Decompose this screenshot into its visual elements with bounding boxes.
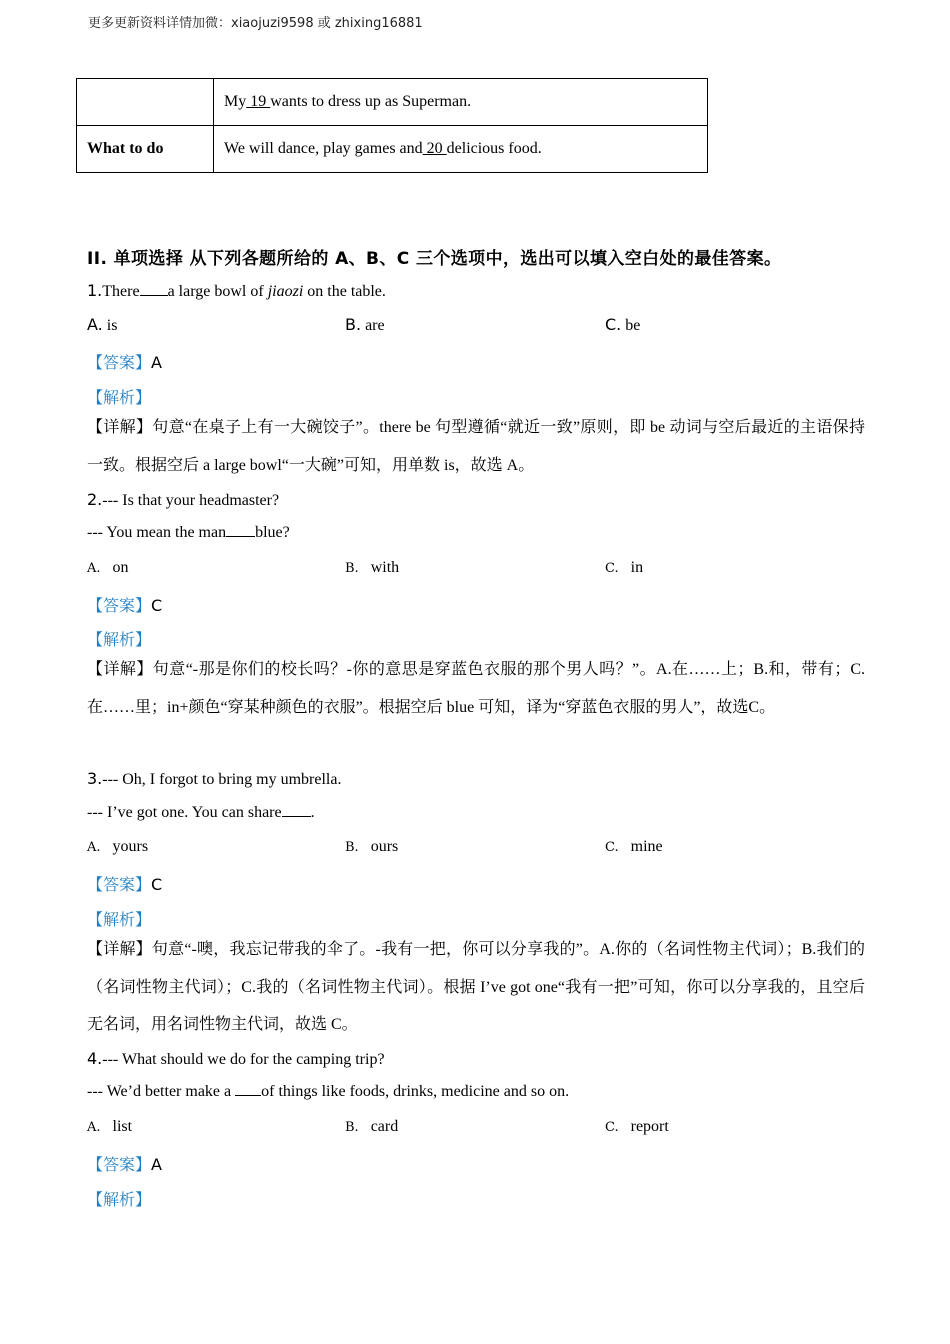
option-letter: C.: [605, 561, 619, 576]
question-2-line2: [87, 524, 290, 542]
answer-blank: [140, 283, 168, 296]
option-b: [345, 315, 385, 335]
option-c: [605, 838, 663, 856]
option-text: are: [365, 317, 385, 334]
option-text: report: [630, 1118, 669, 1135]
detail-paragraph: 【详解】句意“在桌子上有一大碗饺子”。there be 句型遵循“就近一致”原则，即 be 动词与空后最近的主语保持一致。根据空后 a large bowl“一大碗”可知，用单数 is，故选 A。: [87, 419, 865, 474]
question-text: on the table.: [303, 283, 386, 300]
question-text: --- You mean the man: [87, 524, 227, 541]
option-text: on: [112, 559, 129, 576]
answer-value: C: [151, 875, 163, 894]
answer-value: A: [151, 1155, 162, 1174]
option-letter: A.: [87, 561, 101, 576]
answer-label: 【答案】: [87, 353, 152, 372]
detail-paragraph: 【详解】句意“-噢，我忘记带我的伞了。-我有一把，你可以分享我的”。A.你的（名词性物主代词）；B.我们的（名词性物主代词）；C.我的（名词性物主代词）。根据 I’ve got one“我有一把”可知，你可以分享我的，且空后无名词，用名词性物主代词，故选 C。: [87, 941, 865, 1033]
option-letter: A.: [87, 1120, 101, 1135]
option-c: [605, 559, 643, 577]
question-2: [87, 490, 279, 510]
answer-label: 【答案】: [87, 1155, 152, 1174]
question-4-line2: [87, 1083, 569, 1101]
option-text: yours: [112, 838, 149, 855]
question-1: [87, 281, 386, 301]
table-content-cell: [214, 126, 708, 173]
option-a: [87, 315, 117, 335]
option-b: [345, 559, 399, 577]
question-number: 1.: [87, 281, 103, 300]
answer-value: C: [151, 596, 163, 615]
option-a: [87, 1118, 132, 1136]
option-a: [87, 559, 129, 577]
blank-20: 20: [422, 140, 447, 157]
question-text: --- I’ve got one. You can share: [87, 804, 282, 821]
question-text: .: [310, 804, 315, 821]
question-text: --- Oh, I forgot to bring my umbrella.: [102, 771, 342, 788]
question-text: blue?: [255, 524, 290, 541]
analysis-line: [87, 627, 151, 650]
page-header-contact: 更多更新资料详情加微：xiaojuzi9598 或 zhixing16881: [88, 16, 423, 31]
section-title: II. 单项选择 从下列各题所给的 A、B、C 三个选项中，选出可以填入空白处的最佳答案。: [87, 249, 782, 269]
option-text: in: [630, 559, 644, 576]
answer-label: 【答案】: [87, 596, 152, 615]
question-text: a large bowl of: [167, 283, 268, 300]
option-c: [605, 315, 640, 335]
option-text: be: [625, 317, 641, 334]
analysis-label: 【解析】: [87, 910, 152, 929]
answer-value: A: [151, 353, 162, 372]
answer-blank: [226, 524, 255, 537]
analysis-line: [87, 385, 151, 408]
question-text: --- We’d better make a: [87, 1083, 236, 1100]
option-letter: A.: [87, 315, 103, 334]
option-a: [87, 838, 148, 856]
analysis-label: 【解析】: [87, 1190, 152, 1209]
cell-text: wants to dress up as Superman.: [270, 93, 472, 110]
question-4: [87, 1049, 385, 1069]
question-text: of things like foods, drinks, medicine and so on.: [261, 1083, 570, 1100]
analysis-line: [87, 1187, 151, 1210]
table-content-cell: [214, 79, 708, 126]
table-label-cell: [77, 79, 214, 126]
option-letter: C.: [605, 840, 619, 855]
option-text: card: [370, 1118, 399, 1135]
question-3: [87, 769, 341, 789]
option-letter: C.: [605, 315, 622, 334]
analysis-label: 【解析】: [87, 630, 152, 649]
option-c: [605, 1118, 669, 1136]
question-number: 4.: [87, 1049, 103, 1068]
question-text: There: [102, 283, 140, 300]
answer-label: 【答案】: [87, 875, 152, 894]
option-text: list: [112, 1118, 133, 1135]
cell-text: My: [224, 93, 247, 110]
question-number: 2.: [87, 490, 103, 509]
option-letter: B.: [345, 315, 362, 334]
answer-line: [87, 350, 162, 373]
cell-text: delicious food.: [446, 140, 542, 157]
blank-19: 19: [246, 93, 271, 110]
option-letter: B.: [345, 840, 359, 855]
info-table: [76, 78, 708, 173]
question-text: --- What should we do for the camping trip?: [102, 1051, 385, 1068]
option-text: is: [106, 317, 118, 334]
option-letter: B.: [345, 561, 359, 576]
answer-line: [87, 593, 162, 616]
table-row: [77, 79, 708, 126]
option-text: mine: [630, 838, 663, 855]
answer-line: [87, 1152, 162, 1175]
cell-text: We will dance, play games and: [224, 140, 423, 157]
question-italic-text: jiaozi: [267, 283, 304, 300]
option-b: [345, 838, 398, 856]
answer-blank: [235, 1083, 261, 1096]
answer-line: [87, 872, 162, 895]
option-letter: C.: [605, 1120, 619, 1135]
detail-paragraph: 【详解】句意“-那是你们的校长吗？-你的意思是穿蓝色衣服的那个男人吗？”。A.在……上；B.和，带有；C.在……里；in+颜色“穿某种颜色的衣服”。根据空后 blue 可知，译为“穿蓝色衣服的男人”，故选C。: [87, 661, 865, 716]
answer-blank: [282, 804, 311, 817]
option-b: [345, 1118, 398, 1136]
option-text: ours: [370, 838, 399, 855]
analysis-label: 【解析】: [87, 388, 152, 407]
option-letter: B.: [345, 1120, 359, 1135]
question-number: 3.: [87, 769, 103, 788]
question-3-line2: [87, 804, 315, 822]
table-label-cell: What to do: [77, 126, 214, 173]
option-text: with: [370, 559, 400, 576]
analysis-line: [87, 907, 151, 930]
option-letter: A.: [87, 840, 101, 855]
question-text: --- Is that your headmaster?: [102, 492, 280, 509]
table-row: [77, 126, 708, 173]
